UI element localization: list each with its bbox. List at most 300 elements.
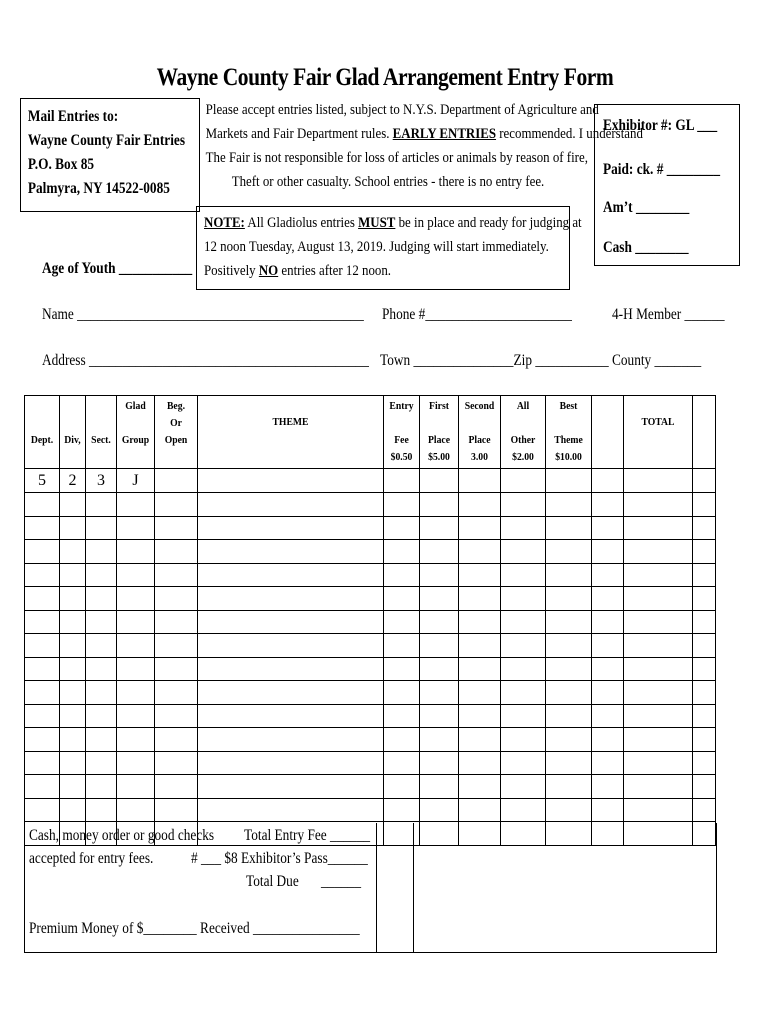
total-entry-fee-field[interactable]: Total Entry Fee ______ <box>244 827 371 844</box>
table-cell[interactable] <box>86 587 117 611</box>
table-cell[interactable] <box>459 563 501 587</box>
table-cell[interactable] <box>693 516 716 540</box>
table-cell[interactable] <box>420 728 459 752</box>
table-cell[interactable] <box>25 798 60 822</box>
header-total-label: TOTAL <box>641 416 675 428</box>
table-cell[interactable] <box>198 751 384 775</box>
table-cell[interactable] <box>693 798 716 822</box>
table-cell[interactable] <box>420 563 459 587</box>
header-total <box>624 396 693 469</box>
entry-table <box>24 395 716 846</box>
table-cell[interactable] <box>624 563 693 587</box>
row1-group: J <box>132 472 139 489</box>
header-entry-amount: $0.50 <box>390 451 413 463</box>
table-cell[interactable] <box>420 587 459 611</box>
table-cell[interactable] <box>546 563 592 587</box>
table-cell[interactable] <box>86 610 117 634</box>
table-cell[interactable] <box>592 681 624 705</box>
table-cell[interactable] <box>25 587 60 611</box>
header-entry-label: Entry <box>389 400 414 412</box>
table-cell[interactable] <box>198 587 384 611</box>
table-cell[interactable] <box>117 610 155 634</box>
table-cell[interactable] <box>693 634 716 658</box>
table-cell[interactable] <box>25 728 60 752</box>
mail-entries-box <box>20 98 200 212</box>
table-cell[interactable] <box>198 634 384 658</box>
table-cell[interactable] <box>592 563 624 587</box>
table-cell[interactable] <box>546 751 592 775</box>
header-sect-label: Sect. <box>91 434 111 446</box>
table-cell[interactable] <box>384 775 420 799</box>
table-cell[interactable] <box>592 587 624 611</box>
name-field[interactable]: Name ___________________________________________ <box>42 306 364 323</box>
table-cell[interactable] <box>459 634 501 658</box>
table-cell[interactable] <box>198 516 384 540</box>
table-cell[interactable] <box>459 540 501 564</box>
table-cell[interactable] <box>86 798 117 822</box>
table-cell[interactable] <box>546 540 592 564</box>
mail-line-3: P.O. Box 85 <box>27 156 95 173</box>
header-glad-label: Glad <box>125 400 146 412</box>
header-all-amount: $2.00 <box>512 451 534 463</box>
table-cell[interactable] <box>155 469 198 493</box>
table-cell[interactable] <box>117 751 155 775</box>
table-cell[interactable] <box>592 469 624 493</box>
table-cell[interactable] <box>198 798 384 822</box>
accept-line-2a: Markets and Fair Department rules. <box>205 126 393 142</box>
table-cell[interactable] <box>546 469 592 493</box>
table-cell[interactable] <box>86 516 117 540</box>
table-cell[interactable] <box>60 540 86 564</box>
table-cell[interactable] <box>86 728 117 752</box>
table-cell[interactable] <box>384 540 420 564</box>
table-cell[interactable] <box>155 540 198 564</box>
table-cell[interactable] <box>384 516 420 540</box>
table-cell[interactable] <box>384 798 420 822</box>
table-cell[interactable] <box>25 704 60 728</box>
table-cell[interactable] <box>86 563 117 587</box>
header-beg-open <box>155 396 198 469</box>
table-row <box>25 775 716 799</box>
form-title: Wayne County Fair Glad Arrangement Entry Form <box>156 64 614 91</box>
table-cell[interactable] <box>459 657 501 681</box>
table-cell[interactable] <box>501 798 546 822</box>
table-cell[interactable] <box>60 704 86 728</box>
table-cell[interactable] <box>60 563 86 587</box>
table-cell[interactable] <box>592 493 624 517</box>
table-cell[interactable] <box>624 634 693 658</box>
table-cell[interactable] <box>624 493 693 517</box>
table-cell[interactable] <box>592 634 624 658</box>
table-cell[interactable] <box>501 728 546 752</box>
table-cell[interactable] <box>459 775 501 799</box>
footer-box <box>24 823 717 953</box>
note-line-2: 12 noon Tuesday, August 13, 2019. Judging will start immediately. <box>204 239 549 255</box>
table-cell[interactable] <box>546 704 592 728</box>
table-cell[interactable] <box>384 681 420 705</box>
accept-line-2 <box>205 122 643 146</box>
table-cell[interactable] <box>86 657 117 681</box>
table-cell[interactable] <box>624 775 693 799</box>
table-cell[interactable] <box>420 469 459 493</box>
table-cell[interactable] <box>60 751 86 775</box>
must-text: MUST <box>358 215 396 231</box>
table-row <box>25 704 716 728</box>
table-cell[interactable] <box>459 704 501 728</box>
table-cell[interactable] <box>86 775 117 799</box>
header-blank <box>592 396 624 469</box>
table-cell[interactable] <box>25 563 60 587</box>
table-cell[interactable] <box>420 540 459 564</box>
table-cell[interactable] <box>624 610 693 634</box>
row1-dept: 5 <box>38 472 46 489</box>
accept-line-3: The Fair is not responsible for loss of articles or animals by reason of fire, <box>205 150 588 166</box>
table-cell[interactable] <box>155 775 198 799</box>
table-cell[interactable] <box>155 493 198 517</box>
table-cell[interactable] <box>546 634 592 658</box>
table-cell[interactable] <box>155 587 198 611</box>
table-cell[interactable] <box>60 587 86 611</box>
table-cell[interactable] <box>384 493 420 517</box>
table-cell[interactable] <box>501 563 546 587</box>
table-cell[interactable] <box>117 540 155 564</box>
table-cell[interactable] <box>117 634 155 658</box>
table-cell[interactable] <box>117 469 155 493</box>
phone-field[interactable]: Phone #______________________ <box>382 306 572 323</box>
table-cell[interactable] <box>501 516 546 540</box>
table-cell[interactable] <box>624 704 693 728</box>
footer-divider-2 <box>413 823 414 952</box>
table-row <box>25 657 716 681</box>
table-cell[interactable] <box>501 704 546 728</box>
table-cell[interactable] <box>117 775 155 799</box>
table-cell[interactable] <box>420 516 459 540</box>
table-cell[interactable] <box>86 493 117 517</box>
table-cell[interactable] <box>198 493 384 517</box>
table-cell[interactable] <box>420 775 459 799</box>
table-cell[interactable] <box>117 563 155 587</box>
table-cell[interactable] <box>420 704 459 728</box>
table-row <box>25 681 716 705</box>
amount-field[interactable]: Am’t ________ <box>603 199 690 216</box>
table-cell[interactable] <box>25 469 60 493</box>
table-cell[interactable] <box>384 610 420 634</box>
note-line-1b: be in place and ready for judging at <box>395 215 582 231</box>
town-zip-county-field[interactable]: Town _______________Zip ___________ County _______ <box>380 352 702 369</box>
header-dept <box>25 396 60 469</box>
table-cell[interactable] <box>198 681 384 705</box>
blank-rows <box>25 493 716 846</box>
address-field[interactable]: Address __________________________________________ <box>42 352 369 369</box>
table-cell[interactable] <box>459 516 501 540</box>
table-row <box>25 587 716 611</box>
table-cell[interactable] <box>198 657 384 681</box>
exhibitor-box <box>594 104 740 266</box>
table-cell[interactable] <box>117 681 155 705</box>
table-cell[interactable] <box>420 657 459 681</box>
table-cell[interactable] <box>624 681 693 705</box>
table-cell[interactable] <box>384 634 420 658</box>
header-entry-fee <box>384 396 420 469</box>
header-first-place <box>420 396 459 469</box>
accept-line-1: Please accept entries listed, subject to N.Y.S. Department of Agriculture and <box>205 102 599 118</box>
table-cell[interactable] <box>117 728 155 752</box>
table-cell[interactable] <box>592 775 624 799</box>
note-line-3a: Positively <box>204 263 259 279</box>
table-cell[interactable] <box>501 775 546 799</box>
early-entries-text: EARLY ENTRIES <box>392 126 497 142</box>
table-cell[interactable] <box>624 728 693 752</box>
table-cell[interactable] <box>501 587 546 611</box>
table-cell[interactable] <box>592 704 624 728</box>
table-cell[interactable] <box>384 563 420 587</box>
table-cell[interactable] <box>117 704 155 728</box>
table-cell[interactable] <box>60 775 86 799</box>
header-best-label: Best <box>559 400 578 412</box>
header-first-place-label: Place <box>427 434 451 446</box>
table-cell[interactable] <box>693 540 716 564</box>
table-cell[interactable] <box>155 728 198 752</box>
table-cell[interactable] <box>501 493 546 517</box>
table-cell[interactable] <box>459 469 501 493</box>
table-cell[interactable] <box>86 751 117 775</box>
table-cell[interactable] <box>693 751 716 775</box>
table-cell[interactable] <box>198 775 384 799</box>
header-all-other <box>501 396 546 469</box>
table-cell[interactable] <box>25 775 60 799</box>
table-cell[interactable] <box>546 587 592 611</box>
table-cell[interactable] <box>60 610 86 634</box>
table-cell[interactable] <box>60 681 86 705</box>
table-cell[interactable] <box>501 469 546 493</box>
accept-line-4: Theft or other casualty. School entries - there is no entry fee. <box>231 174 545 190</box>
table-cell[interactable] <box>155 798 198 822</box>
table-cell[interactable] <box>25 681 60 705</box>
header-second-label: Second <box>464 400 495 412</box>
table-cell[interactable] <box>546 798 592 822</box>
table-cell[interactable] <box>420 798 459 822</box>
table-cell[interactable] <box>546 493 592 517</box>
table-cell[interactable] <box>155 704 198 728</box>
table-cell[interactable] <box>420 634 459 658</box>
table-cell[interactable] <box>501 540 546 564</box>
table-cell[interactable] <box>25 493 60 517</box>
cash-accepted-line-2: accepted for entry fees. <box>29 850 154 867</box>
note-line-3 <box>204 263 391 280</box>
table-cell[interactable] <box>592 657 624 681</box>
table-cell[interactable] <box>693 775 716 799</box>
table-cell[interactable] <box>693 493 716 517</box>
header-other-label: Other <box>510 434 536 446</box>
header-sect <box>86 396 117 469</box>
header-div-label: Div, <box>64 434 81 446</box>
table-cell[interactable] <box>384 728 420 752</box>
table-cell[interactable] <box>25 610 60 634</box>
table-cell[interactable] <box>420 751 459 775</box>
table-cell[interactable] <box>86 634 117 658</box>
table-cell[interactable] <box>60 657 86 681</box>
4h-member-field[interactable]: 4-H Member ______ <box>612 306 725 323</box>
table-cell[interactable] <box>546 657 592 681</box>
table-cell[interactable] <box>693 587 716 611</box>
table-cell[interactable] <box>693 563 716 587</box>
premium-money-field[interactable]: Premium Money of $________ Received ________________ <box>29 920 360 937</box>
header-first-label: First <box>429 400 449 412</box>
note-line-1 <box>204 215 582 232</box>
table-cell[interactable] <box>384 657 420 681</box>
table-cell[interactable] <box>624 798 693 822</box>
table-cell[interactable] <box>546 610 592 634</box>
table-cell[interactable] <box>25 751 60 775</box>
table-cell[interactable] <box>117 587 155 611</box>
table-cell[interactable] <box>155 563 198 587</box>
total-due-label: Total Due <box>246 873 299 890</box>
table-cell[interactable] <box>624 540 693 564</box>
table-row <box>25 516 716 540</box>
exhibitor-pass-field[interactable]: # ___ $8 Exhibitor’s Pass______ <box>191 850 368 867</box>
table-cell[interactable] <box>624 587 693 611</box>
table-cell[interactable] <box>155 516 198 540</box>
table-cell[interactable] <box>420 610 459 634</box>
table-cell[interactable] <box>60 634 86 658</box>
table-cell[interactable] <box>693 469 716 493</box>
table-cell[interactable] <box>501 657 546 681</box>
exhibitor-number-field[interactable]: Exhibitor #: GL ___ <box>603 117 718 134</box>
table-cell[interactable] <box>624 657 693 681</box>
header-group-label: Group <box>121 434 150 446</box>
table-cell[interactable] <box>117 798 155 822</box>
table-row <box>25 610 716 634</box>
header-second-place <box>459 396 501 469</box>
table-cell[interactable] <box>693 610 716 634</box>
table-row <box>25 728 716 752</box>
header-div <box>60 396 86 469</box>
table-cell[interactable] <box>624 751 693 775</box>
no-text: NO <box>258 263 279 279</box>
row1-div: 2 <box>68 472 77 489</box>
table-row <box>25 493 716 517</box>
table-cell[interactable] <box>198 610 384 634</box>
table-cell[interactable] <box>86 469 117 493</box>
table-cell[interactable] <box>117 516 155 540</box>
table-cell[interactable] <box>384 704 420 728</box>
note-label: NOTE: <box>204 215 245 231</box>
table-cell[interactable] <box>693 728 716 752</box>
table-cell[interactable] <box>155 657 198 681</box>
note-line-1a: All Gladiolus entries <box>244 215 359 231</box>
table-cell[interactable] <box>25 634 60 658</box>
table-row <box>25 798 716 822</box>
table-cell[interactable] <box>546 681 592 705</box>
table-cell[interactable] <box>198 540 384 564</box>
table-cell[interactable] <box>155 751 198 775</box>
table-cell[interactable] <box>693 681 716 705</box>
header-second-amount: 3.00 <box>471 451 488 463</box>
table-cell[interactable] <box>198 469 384 493</box>
table-cell[interactable] <box>592 540 624 564</box>
table-cell[interactable] <box>592 610 624 634</box>
table-row <box>25 634 716 658</box>
table-cell[interactable] <box>117 493 155 517</box>
table-cell[interactable] <box>60 469 86 493</box>
table-cell[interactable] <box>60 516 86 540</box>
accept-line-2c: recommended. I understand <box>496 126 643 142</box>
table-cell[interactable] <box>592 516 624 540</box>
paid-check-field[interactable]: Paid: ck. # ________ <box>603 161 721 178</box>
mail-line-2: Wayne County Fair Entries <box>27 132 186 149</box>
table-cell[interactable] <box>592 751 624 775</box>
table-cell[interactable] <box>592 798 624 822</box>
table-cell[interactable] <box>155 634 198 658</box>
table-cell[interactable] <box>60 493 86 517</box>
header-first-amount: $5.00 <box>428 451 450 463</box>
table-cell[interactable] <box>25 657 60 681</box>
table-cell[interactable] <box>384 587 420 611</box>
table-cell[interactable] <box>624 469 693 493</box>
table-cell[interactable] <box>198 728 384 752</box>
header-fee-label: Fee <box>394 434 409 446</box>
table-cell[interactable] <box>198 704 384 728</box>
table-cell[interactable] <box>86 704 117 728</box>
table-cell[interactable] <box>60 798 86 822</box>
table-cell[interactable] <box>459 587 501 611</box>
table-cell[interactable] <box>501 681 546 705</box>
table-row <box>25 751 716 775</box>
table-cell[interactable] <box>501 634 546 658</box>
header-dept-label: Dept. <box>30 434 54 446</box>
table-cell[interactable] <box>60 728 86 752</box>
table-cell[interactable] <box>459 728 501 752</box>
table-cell[interactable] <box>86 681 117 705</box>
table-cell[interactable] <box>459 610 501 634</box>
table-cell[interactable] <box>459 493 501 517</box>
table-cell[interactable] <box>624 516 693 540</box>
cash-field[interactable]: Cash ________ <box>603 239 689 256</box>
acceptance-text <box>176 98 643 194</box>
table-cell[interactable] <box>420 493 459 517</box>
table-cell[interactable] <box>546 775 592 799</box>
table-cell[interactable] <box>384 469 420 493</box>
header-beg-label: Beg. <box>166 400 186 412</box>
table-cell[interactable] <box>459 751 501 775</box>
table-cell[interactable] <box>501 751 546 775</box>
table-cell[interactable] <box>501 610 546 634</box>
header-theme <box>198 396 384 469</box>
table-cell[interactable] <box>155 681 198 705</box>
header-best-amount: $10.00 <box>555 451 582 463</box>
table-cell[interactable] <box>155 610 198 634</box>
table-cell[interactable] <box>693 657 716 681</box>
table-cell[interactable] <box>459 681 501 705</box>
table-cell[interactable] <box>546 728 592 752</box>
table-cell[interactable] <box>384 751 420 775</box>
table-cell[interactable] <box>420 681 459 705</box>
table-cell[interactable] <box>25 516 60 540</box>
table-cell[interactable] <box>459 798 501 822</box>
table-cell[interactable] <box>198 563 384 587</box>
table-row <box>25 540 716 564</box>
table-cell[interactable] <box>592 728 624 752</box>
table-header-row <box>25 396 716 469</box>
note-line-3b: entries after 12 noon. <box>278 263 392 279</box>
table-cell[interactable] <box>86 540 117 564</box>
table-cell[interactable] <box>546 516 592 540</box>
table-cell[interactable] <box>117 657 155 681</box>
age-of-youth-field[interactable]: Age of Youth ___________ <box>42 260 193 277</box>
table-cell[interactable] <box>693 704 716 728</box>
total-due-field[interactable]: ______ <box>321 873 361 890</box>
table-cell[interactable] <box>25 540 60 564</box>
